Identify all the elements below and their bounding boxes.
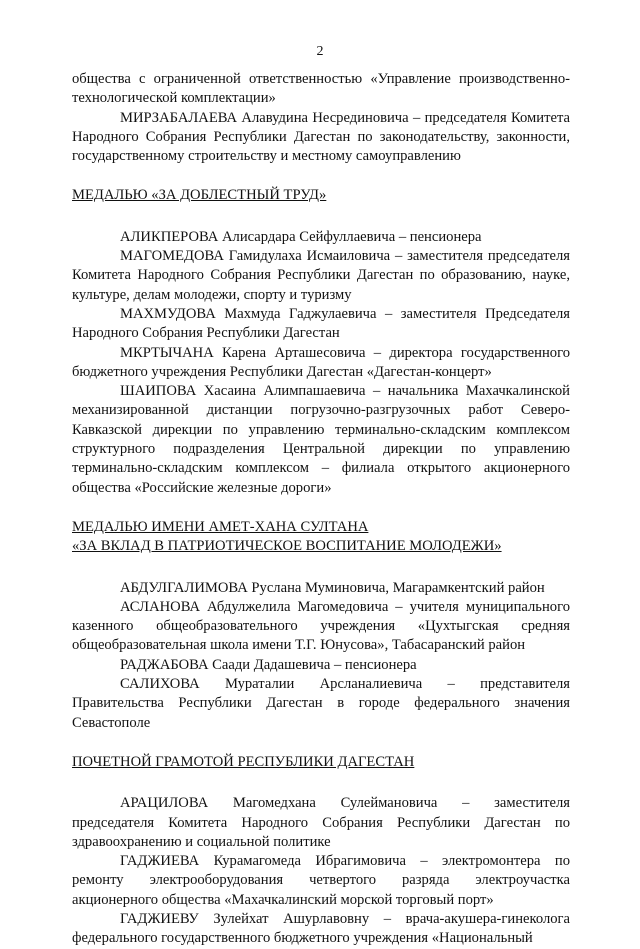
section-heading: МЕДАЛЬЮ «ЗА ДОБЛЕСТНЫЙ ТРУД» [72,187,327,204]
paragraph: МКРТЫЧАНА Карена Арташесовича – директора государственного бюджетного учреждения Республики Дагестан «Дагестан-концерт» [72,344,570,380]
section-heading-line2: «ЗА ВКЛАД В ПАТРИОТИЧЕСКОЕ ВОСПИТАНИЕ МОЛОДЕЖИ» [72,538,502,555]
paragraph: ГАДЖИЕВУ Зулейхат Ашурлавовну – врача-акушера-гинеколога федерального государственного бюджетного учреждения «Национальный [72,910,570,947]
paragraph: САЛИХОВА Мураталии Арсланалиевича – представителя Правительства Республики Дагестан в городе федерального значения Севастополе [72,676,570,731]
paragraph: АЛИКПЕРОВА Алисардара Сейфуллаевича – пенсионера [120,228,482,245]
paragraph: ШАИПОВА Хасаина Алимпашаевича – начальника Махачкалинской механизированной дистанции погрузочно-разгрузочных работ Северо-Кавказской дирекции по управлению терминально-складским комплексом структурного подразделения Центральной дирекции по управлению терминально-складским комплексом – филиала открытого акционерного общества «Российские железные дороги» [72,383,570,496]
page-number: 2 [316,44,324,59]
section-heading: МЕДАЛЬЮ ИМЕНИ АМЕТ-ХАНА СУЛТАНА [72,518,369,535]
paragraph: МАГОМЕДОВА Гамидулаха Исмаиловича – заместителя председателя Комитета Народного Собрания Республики Дагестан по образованию, науке, культуре, делам молодежи, спорту и туризму [72,248,570,303]
section-heading: ПОЧЕТНОЙ ГРАМОТОЙ РЕСПУБЛИКИ ДАГЕСТАН [72,753,415,770]
paragraph: общества с ограниченной ответственностью «Управление производственно-технологической комплектации» [72,71,570,107]
paragraph: МИРЗАБАЛАЕВА Алавудина Несрединовича – председателя Комитета Народного Собрания Республики Дагестан по законодательству, законности, государственному строительству и местному самоуправлению [72,109,570,165]
document-body [72,70,570,949]
paragraph: АСЛАНОВА Абдулжелила Магомедовича – учителя муниципального казенного общеобразовательного учреждения «Цухтыгская средняя общеобразовательная школа имени Т.Г. Юнусова», Табасаранский район [72,598,570,654]
paragraph: ГАДЖИЕВА Курамагомеда Ибрагимовича – электромонтера по ремонту электрооборудования четвертого разряда электроучастка акционерного общества «Махачкалинский морской торговый порт» [72,853,570,908]
paragraph: АРАЦИЛОВА Магомедхана Сулеймановича – заместителя председателя Комитета Народного Собрания Республики Дагестан по здравоохранению и социальной политике [72,795,570,850]
paragraph: МАХМУДОВА Махмуда Гаджулаевича – заместителя Председателя Народного Собрания Республики Дагестан [72,305,570,342]
paragraph: АБДУЛГАЛИМОВА Руслана Муминовича, Магарамкентский район [120,579,545,596]
paragraph: РАДЖАБОВА Саади Дадашевича – пенсионера [120,656,417,673]
